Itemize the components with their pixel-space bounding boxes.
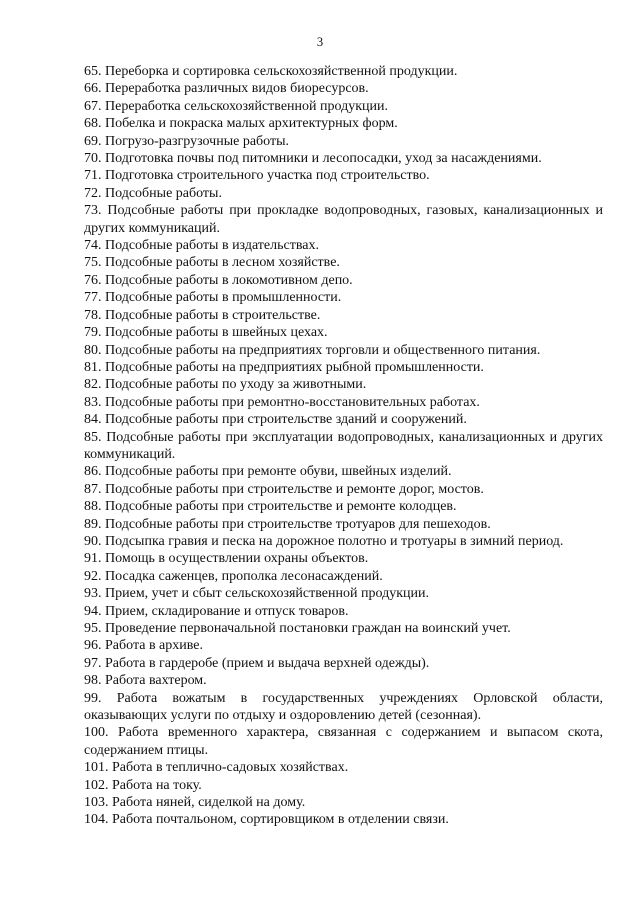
list-item-number: 98. — [84, 673, 102, 689]
list-item-number: 76. — [84, 272, 102, 288]
list-item-text: Подсобные работы в издательствах. — [105, 238, 319, 254]
list-item-text: Подсобные работы. — [105, 185, 222, 201]
list-item — [84, 811, 603, 828]
list-item-number: 96. — [84, 638, 102, 654]
list-item-number: 77. — [84, 290, 102, 306]
list-item — [84, 690, 603, 725]
list-item-text: Подсобные работы при строительстве тротуаров для пешеходов. — [105, 516, 491, 532]
list-item-text: Побелка и покраска малых архитектурных форм. — [105, 116, 398, 132]
list-item-number: 87. — [84, 481, 102, 497]
list-item-text: Работа вожатым в государственных учреждениях Орловской области, оказывающих услуги по отдыху и оздоровлению детей (сезонная). — [84, 690, 604, 724]
list-item-number: 97. — [84, 655, 102, 671]
list-item — [84, 359, 603, 376]
list-item — [84, 550, 603, 567]
list-item-number: 102. — [84, 777, 109, 793]
list-item-number: 69. — [84, 133, 102, 149]
list-item — [84, 411, 603, 428]
list-item-text: Подсобные работы при строительстве зданий и сооружений. — [105, 412, 467, 428]
list-item-text: Подсобные работы при ремонте обуви, швейных изделий. — [105, 464, 452, 480]
list-item-text: Подсобные работы в швейных цехах. — [105, 325, 328, 341]
list-item-number: 71. — [84, 168, 102, 184]
list-item-text: Работа няней, сиделкой на дому. — [112, 795, 306, 811]
list-item-number: 89. — [84, 516, 102, 532]
list-item — [84, 394, 603, 411]
list-item — [84, 498, 603, 515]
list-item — [84, 80, 603, 97]
list-item — [84, 376, 603, 393]
list-item-number: 86. — [84, 464, 102, 480]
list-item-text: Подсыпка гравия и песка на дорожное полотно и тротуары в зимний период. — [105, 533, 564, 549]
list-item — [84, 724, 603, 759]
list-item-number: 80. — [84, 342, 102, 358]
list-item-text: Переработка различных видов биоресурсов. — [105, 81, 369, 97]
list-item-number: 72. — [84, 185, 102, 201]
list-item-text: Подсобные работы в локомотивном депо. — [105, 272, 353, 288]
list-item — [84, 150, 603, 167]
list-item-text: Подсобные работы в лесном хозяйстве. — [105, 255, 340, 271]
list-item — [84, 481, 603, 498]
list-item-text: Проведение первоначальной постановки граждан на воинский учет. — [105, 621, 511, 636]
list-item — [84, 98, 603, 115]
list-item — [84, 463, 603, 480]
list-item-number: 75. — [84, 255, 102, 271]
list-item — [84, 516, 603, 533]
list-item-number: 104. — [84, 812, 109, 828]
list-item-number: 74. — [84, 238, 102, 254]
list-item-number: 66. — [84, 81, 102, 97]
list-item — [84, 655, 603, 672]
list-item-number: 92. — [84, 568, 102, 584]
list-item-number: 82. — [84, 377, 102, 393]
list-item — [84, 324, 603, 341]
list-item-text: Работа в гардеробе (прием и выдача верхней одежды). — [105, 655, 430, 671]
list-item — [84, 63, 603, 80]
list-item-number: 70. — [84, 151, 102, 167]
list-item-text: Погрузо-разгрузочные работы. — [105, 133, 289, 149]
list-item — [84, 254, 603, 271]
list-item-text: Подсобные работы на предприятиях рыбной промышленности. — [105, 359, 484, 375]
list-item-number: 100. — [84, 725, 109, 741]
list-item — [84, 307, 603, 324]
list-item — [84, 620, 603, 637]
list-item-text: Прием, складирование и отпуск товаров. — [105, 603, 349, 619]
list-item-number: 79. — [84, 325, 102, 341]
list-item-number: 65. — [84, 64, 102, 79]
list-item-text: Работа в теплично-садовых хозяйствах. — [112, 760, 349, 776]
list-item — [84, 759, 603, 776]
list-item-number: 91. — [84, 551, 102, 567]
list-item-number: 90. — [84, 533, 102, 549]
list-item — [84, 794, 603, 811]
list-item-text: Подсобные работы при строительстве и ремонте колодцев. — [105, 499, 457, 515]
list-item-number: 84. — [84, 412, 102, 428]
list-item-text: Подсобные работы в промышленности. — [105, 290, 342, 306]
list-item-text: Подсобные работы в строительстве. — [105, 307, 321, 323]
list-item-text: Работа на току. — [112, 777, 202, 793]
job-list — [84, 63, 603, 829]
list-item-text: Работа в архиве. — [105, 638, 203, 654]
list-item — [84, 603, 603, 620]
list-item-text: Переработка сельскохозяйственной продукции. — [105, 98, 389, 114]
list-item-number: 85. — [84, 429, 102, 445]
list-item-number: 81. — [84, 359, 102, 375]
list-item — [84, 237, 603, 254]
list-item-text: Подготовка строительного участка под строительство. — [105, 168, 430, 184]
list-item — [84, 533, 603, 550]
list-item — [84, 133, 603, 150]
list-item-text: Подготовка почвы под питомники и лесопосадки, уход за насаждениями. — [105, 151, 542, 167]
list-item-number: 94. — [84, 603, 102, 619]
list-item — [84, 429, 603, 464]
list-item — [84, 585, 603, 602]
list-item-number: 78. — [84, 307, 102, 323]
list-item-number: 103. — [84, 795, 109, 811]
list-item-number: 67. — [84, 98, 102, 114]
list-item-text: Помощь в осуществлении охраны объектов. — [105, 551, 369, 567]
list-item-number: 68. — [84, 116, 102, 132]
list-item — [84, 637, 603, 654]
list-item-text: Работа вахтером. — [105, 673, 207, 689]
list-item — [84, 202, 603, 237]
list-item — [84, 342, 603, 359]
list-item — [84, 272, 603, 289]
list-item-text: Подсобные работы при ремонтно-восстановительных работах. — [105, 394, 480, 410]
list-item-number: 99. — [84, 690, 102, 706]
list-item — [84, 167, 603, 184]
list-item-text: Подсобные работы при эксплуатации водопроводных, канализационных и других коммуникаций. — [84, 429, 603, 462]
list-item-number: 93. — [84, 586, 102, 602]
list-item-text: Подсобные работы по уходу за животными. — [105, 377, 367, 393]
list-item-text: Посадка саженцев, прополка лесонасаждений. — [105, 568, 383, 584]
list-item-number: 73. — [84, 203, 102, 219]
list-item-text: Работа временного характера, связанная с содержанием и выпасом скота, содержанием птицы. — [84, 725, 604, 758]
list-item-text: Подсобные работы на предприятиях торговли и общественного питания. — [105, 342, 541, 358]
list-item-number: 101. — [84, 760, 109, 776]
list-item-text: Прием, учет и сбыт сельскохозяйственной продукции. — [105, 586, 429, 602]
list-item — [84, 115, 603, 132]
page-number: 3 — [316, 35, 324, 49]
list-item-text: Подсобные работы при строительстве и ремонте дорог, мостов. — [105, 481, 484, 497]
list-item-text: Работа почтальоном, сортировщиком в отделении связи. — [112, 812, 449, 828]
list-item-number: 88. — [84, 499, 102, 515]
list-item-text: Переборка и сортировка сельскохозяйственной продукции. — [105, 64, 458, 79]
list-item — [84, 672, 603, 689]
list-item — [84, 777, 603, 794]
list-item — [84, 289, 603, 306]
list-item — [84, 185, 603, 202]
list-item-number: 95. — [84, 621, 102, 636]
list-item-number: 83. — [84, 394, 102, 410]
list-item — [84, 568, 603, 585]
list-item-text: Подсобные работы при прокладке водопроводных, газовых, канализационных и других коммуникаций. — [84, 203, 604, 236]
